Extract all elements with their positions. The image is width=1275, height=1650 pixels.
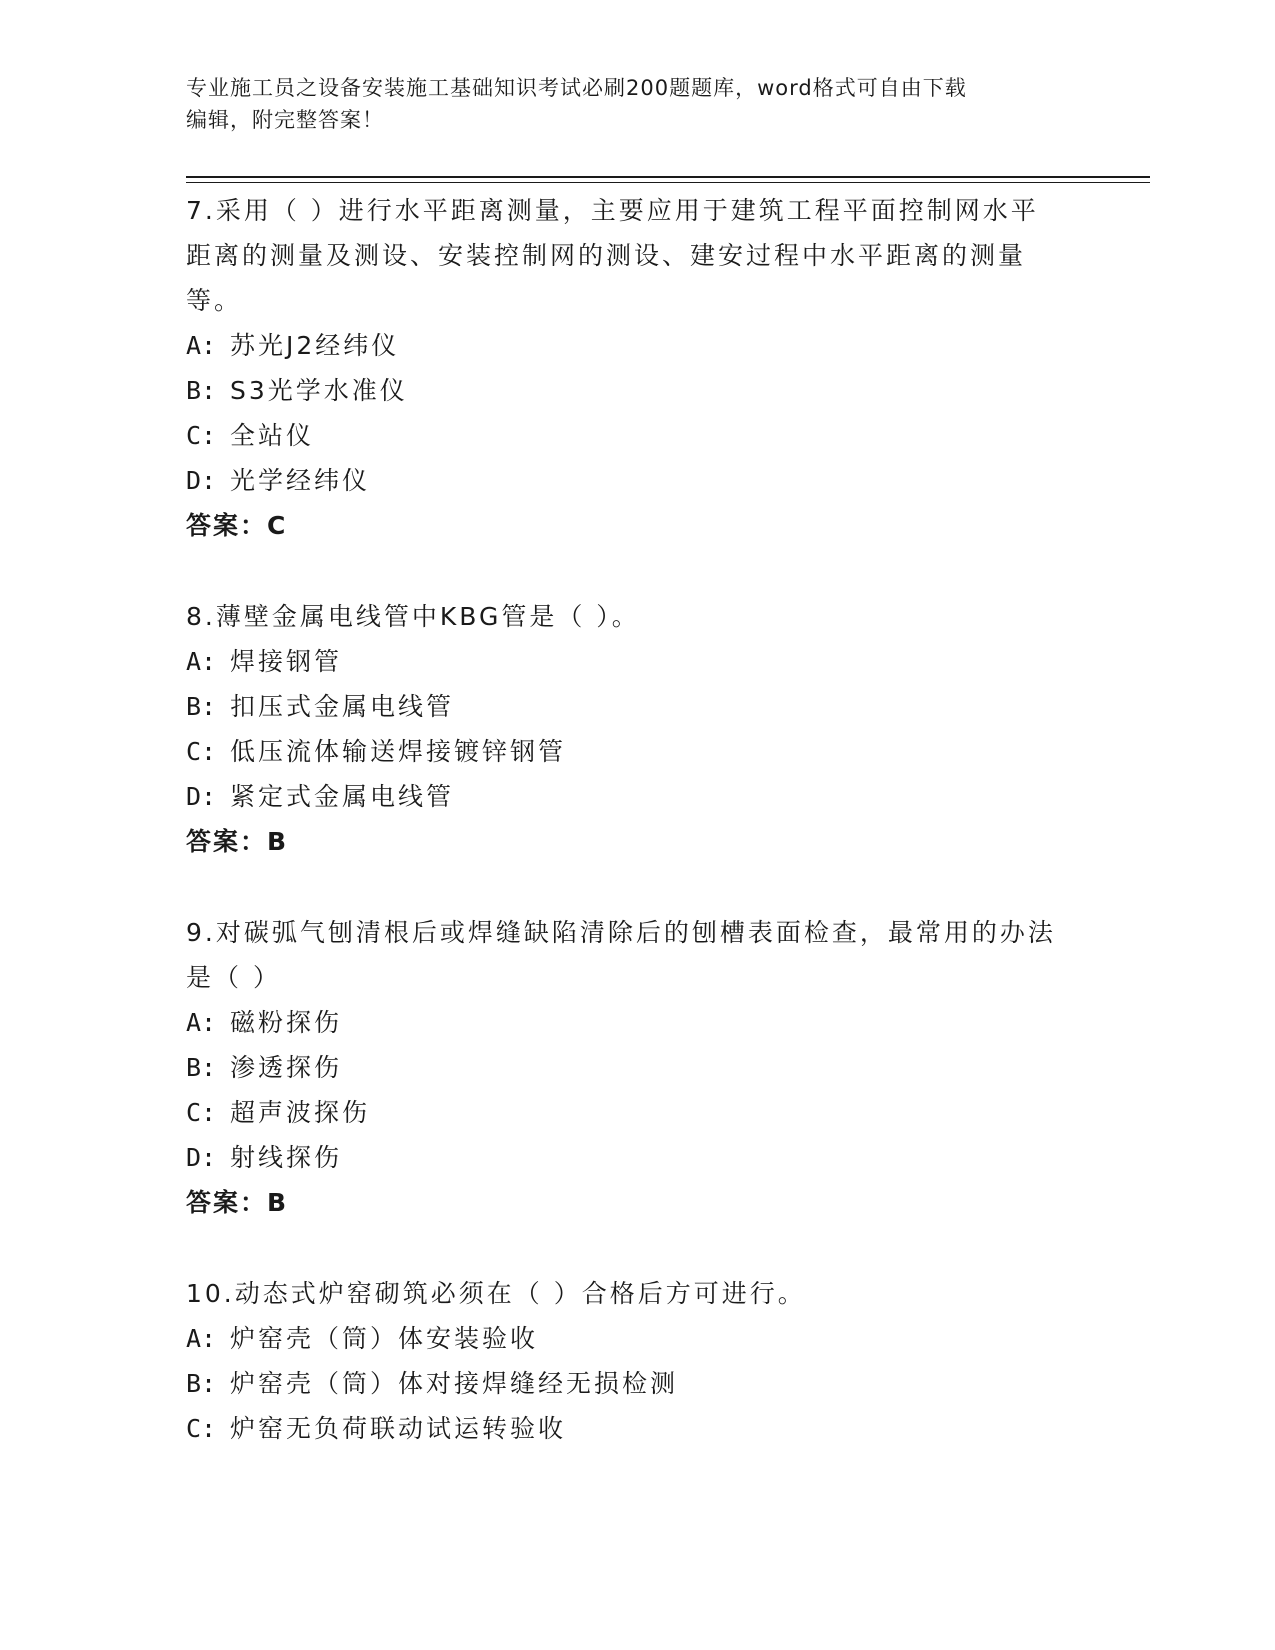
option-key: B: [186,692,217,721]
option-a [186,1316,1086,1361]
option-text: 光学经纬仪 [230,466,371,495]
option-key: C: [186,737,217,766]
option-c [186,729,1086,774]
option-key: A: [186,1008,217,1037]
option-c [186,1406,1086,1451]
option-key: A: [186,331,217,360]
answer-line: 答案：B [186,827,289,856]
header-divider-thick [186,176,1150,178]
option-text: S3光学水准仪 [230,376,408,405]
option-text: 紧定式金属电线管 [230,782,455,811]
option-text: 炉窑壳（筒）体对接焊缝经无损检测 [230,1369,679,1398]
option-key: B: [186,376,217,405]
question-10 [186,1271,1086,1451]
answer-line: 答案：C [186,511,288,540]
question-spacer [186,1225,1086,1271]
option-a [186,323,1086,368]
option-key: C: [186,1414,217,1443]
option-text: 低压流体输送焊接镀锌钢管 [230,737,567,766]
option-key: C: [186,1098,217,1127]
question-list [186,188,1086,1451]
option-b [186,1361,1086,1406]
option-b [186,684,1086,729]
option-text: 渗透探伤 [230,1053,343,1082]
option-text: 苏光J2经纬仪 [230,331,400,360]
option-key: D: [186,782,217,811]
option-key: D: [186,1143,217,1172]
option-d [186,774,1086,819]
option-key: B: [186,1053,217,1082]
option-text: 扣压式金属电线管 [230,692,455,721]
header-line-1: 专业施工员之设备安装施工基础知识考试必刷200题题库，word格式可自由下载 [186,76,967,100]
option-key: C: [186,421,217,450]
question-text: 10.动态式炉窑砌筑必须在（ ）合格后方可进行。 [186,1279,806,1308]
document-header [186,72,1066,136]
option-a [186,639,1086,684]
question-9 [186,910,1086,1225]
answer-line: 答案：B [186,1188,289,1217]
option-c [186,1090,1086,1135]
header-divider-thin [186,182,1150,183]
option-b [186,1045,1086,1090]
option-d [186,1135,1086,1180]
option-text: 磁粉探伤 [230,1008,343,1037]
question-7 [186,188,1086,548]
question-text: 7.采用（ ）进行水平距离测量，主要应用于建筑工程平面控制网水平距离的测量及测设、安装控制网的测设、建安过程中水平距离的测量等。 [186,196,1039,315]
question-spacer [186,548,1086,594]
option-text: 全站仪 [230,421,315,450]
question-8 [186,594,1086,864]
option-text: 超声波探伤 [230,1098,371,1127]
option-key: A: [186,1324,217,1353]
option-a [186,1000,1086,1045]
question-text: 8.薄壁金属电线管中KBG管是（ ）。 [186,602,640,631]
option-key: D: [186,466,217,495]
option-c [186,413,1086,458]
option-key: B: [186,1369,217,1398]
option-key: A: [186,647,217,676]
option-d [186,458,1086,503]
option-text: 焊接钢管 [230,647,343,676]
option-text: 射线探伤 [230,1143,343,1172]
option-b [186,368,1086,413]
question-spacer [186,864,1086,910]
question-text: 9.对碳弧气刨清根后或焊缝缺陷清除后的刨槽表面检查，最常用的办法是（ ） [186,918,1056,992]
option-text: 炉窑壳（筒）体安装验收 [230,1324,539,1353]
header-line-2: 编辑，附完整答案！ [186,108,384,132]
option-text: 炉窑无负荷联动试运转验收 [230,1414,567,1443]
